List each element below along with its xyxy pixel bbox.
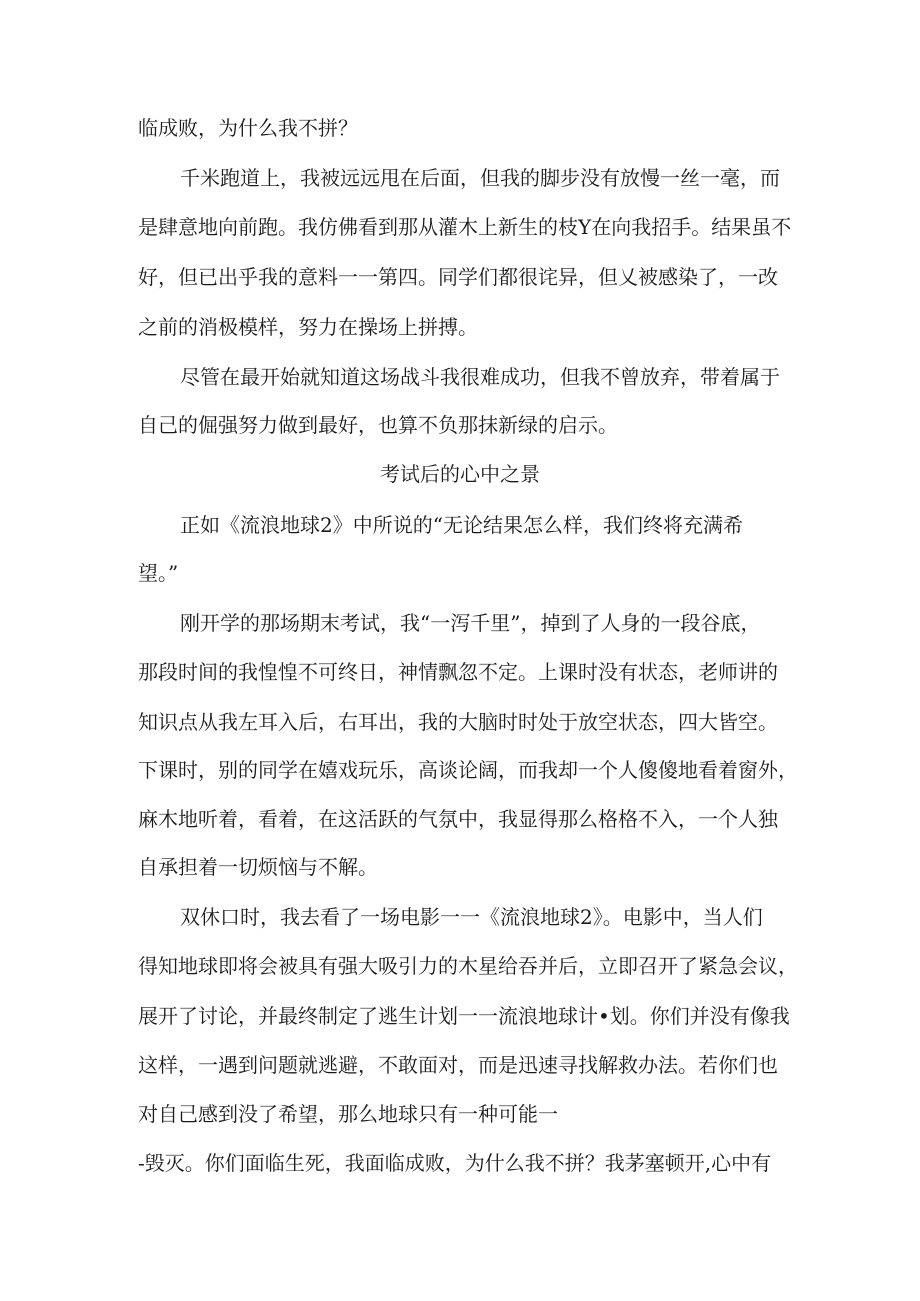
text-line: -毁灭。你们面临生死，我面临成败，为什么我不拼？我茅塞顿开,心中有 [138,1151,772,1175]
text-line: 下课时，别的同学在嬉戏玩乐，高谈论阔，而我却一个人傻傻地看着窗外， [138,758,798,782]
text-line: 尽管在最开始就知道这场战斗我很难成功，但我不曾放弃，带着属于 [180,365,780,389]
text-line: 得知地球即将会被具有强大吸引力的木星给吞并后，立即召开了紧急会议， [138,954,798,978]
text-line: 之前的消极模样，努力在操场上拼搏。 [138,315,478,339]
text-line: 是肆意地向前跑。我仿佛看到那从灌木上新生的枝Y在向我招手。结果虽不 [138,215,792,239]
text-line: 那段时间的我惶惶不可终日，神情飘忽不定。上课时没有状态，老师讲的 [138,660,778,684]
text-line: 自承担着一切烦恼与不解。 [138,855,378,879]
text-line: 临成败，为什么我不拼？ [138,116,358,140]
text-line: 麻木地听着，看着，在这活跃的气氛中，我显得那么格格不入，一个人独 [138,807,778,831]
text-line: 知识点从我左耳入后，右耳出，我的大脑时时处于放空状态，四大皆空。 [138,710,778,734]
section-title: 考试后的心中之景 [380,462,540,486]
text-line: 自己的倔强努力做到最好，也算不负那抹新绿的启示。 [138,413,618,437]
text-line: 刚开学的那场期末考试，我“一泻千里”，掉到了人身的一段谷底， [180,611,761,635]
text-line: 展开了讨论，并最终制定了逃生计划一一流浪地球计•划。你们并没有像我 [138,1004,790,1028]
text-line: 望。” [138,561,179,585]
text-line: 正如《流浪地球2》中所说的“无论结果怎么样，我们终将充满希 [180,513,743,537]
text-line: 双休口时，我去看了一场电影一一《流浪地球2》。电影中，当人们 [180,905,763,929]
text-line: 好，但已出乎我的意料一一第四。同学们都很诧异，但乂被感染了，一改 [138,265,778,289]
text-line: 对自己感到没了希望，那么地球只有一种可能一 [138,1102,558,1126]
text-line: 千米跑道上，我被远远甩在后面，但我的脚步没有放慢一丝一毫，而 [180,166,780,190]
text-line: 这样，一遇到问题就逃避，不敢面对，而是迅速寻找解救办法。若你们也 [138,1053,778,1077]
